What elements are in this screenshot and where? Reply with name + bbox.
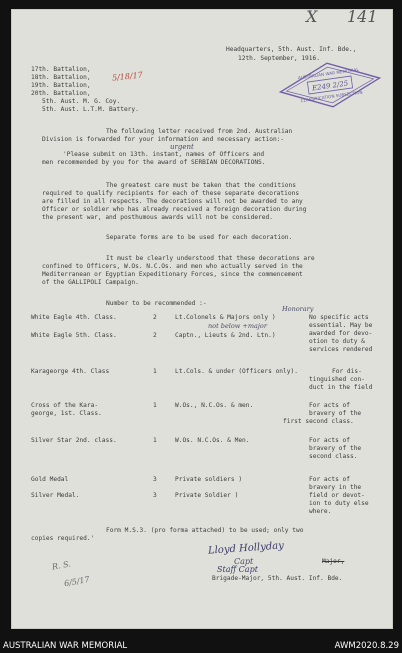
handwritten-staff-capt: Staff Capt [217, 565, 258, 574]
para1-line-1: The following letter received from 2nd. Australian [106, 128, 293, 135]
para5-line-4: of the GALLIPOLI Campaign. [42, 279, 139, 286]
award-number: 1 [153, 437, 157, 444]
award-condition-line: tinguished con- [309, 376, 365, 383]
para4: Separate forms are to be used for each decoration. [106, 234, 293, 241]
recipient-2: 18th. Battalion, [31, 74, 91, 81]
form-line-2: copies required.' [31, 535, 95, 542]
award-condition-line: second class. [309, 453, 358, 460]
hq-line-1: Headquarters, 5th. Aust. Inf. Bde., [226, 46, 357, 53]
corner-number: 141 [347, 7, 378, 26]
award-condition-line: bravery of the [309, 445, 362, 452]
recipient-1: 17th. Battalion, [31, 66, 91, 73]
signature-title: Brigade-Major, 5th. Aust. Inf. Bde. [212, 575, 343, 582]
award-condition-line: ion to duty else [309, 500, 369, 507]
handwritten-honorary: Honorary [282, 305, 314, 313]
number-heading: Number to be recommended :- [106, 300, 207, 307]
para3-line-3: are filled in all respects. The decorations will not be awarded to any [42, 198, 303, 205]
recipient-5: 5th. Aust. M. G. Coy. [42, 98, 121, 105]
award-name: Cross of the Kara- [31, 402, 99, 409]
award-ranks: Private Soldier ) [175, 492, 239, 499]
award-condition-line: awarded for devo- [309, 330, 373, 337]
award-name: White Eagle 5th. Class. [31, 332, 117, 339]
award-condition-line: field or devot- [309, 492, 365, 499]
document-page [11, 9, 393, 629]
award-condition-line: No specific acts [309, 314, 369, 321]
para2-line-1: 'Please submit on 13th. instant, names of Officers and [63, 151, 265, 158]
para5-line-1: It must be clearly understood that these decorations are [106, 255, 315, 262]
stamp-top-text: AUSTRALIAN WAR MEMORIAL [297, 66, 360, 81]
handwritten-insert-urgent: urgent [170, 143, 194, 151]
award-number: 1 [153, 368, 157, 375]
award-ranks: Captn., Lieuts & 2nd. Ltn.) [175, 332, 276, 339]
footer-institution: AUSTRALIAN WAR MEMORIAL [3, 641, 128, 651]
para1-line-2: Division is forwarded for your information and necessary action:- [42, 136, 285, 143]
footer-bar [0, 639, 402, 653]
award-condition-line: bravery of the [309, 410, 362, 417]
award-ranks: Lt.Colonels & Majors only ) [175, 314, 276, 321]
award-name-cont: george, 1st. Class. [31, 410, 102, 417]
award-condition-line: where. [309, 508, 332, 515]
para3-line-5: the present war, and posthumous awards will not be considered. [42, 214, 273, 221]
award-name: Silver Medal. [31, 492, 80, 499]
award-condition-line: otion to duty & [309, 338, 365, 345]
award-name: Karageorge 4th. Class [31, 368, 110, 375]
para5-line-2: confined to Officers, W.Os. N.C.Os. and men who actually served in the [42, 263, 303, 270]
form-line-1: Form M.S.3. (pro forma attached) to be used; only two [106, 527, 304, 534]
award-condition-line: essential. May be [309, 322, 373, 329]
para3-line-2: required to qualify recipients for each of these separate decorations [42, 190, 300, 197]
para3-line-1: The greatest care must be taken that the conditions [106, 182, 296, 189]
recipient-6: 5th. Aust. L.T.M. Battery. [42, 106, 139, 113]
award-condition-line: For acts of [309, 437, 350, 444]
red-handwritten-note: 5/18/17 [111, 70, 144, 83]
award-condition-line: bravery in the [309, 484, 362, 491]
handwritten-not-below-major: not below +major [208, 322, 267, 330]
signature-capt: Capt [234, 557, 254, 566]
award-ranks: Lt.Cols. & under (Officers only). [175, 368, 298, 375]
award-ranks: W.Os., N.C.Os. & men. [175, 402, 254, 409]
award-condition-line: For dis- [332, 368, 362, 375]
award-number: 3 [153, 476, 157, 483]
award-condition-line: For acts of [309, 402, 350, 409]
award-condition-line: first second class. [283, 418, 354, 425]
stamp-bottom-text: CLASSIFICATION SUBSECTION [300, 89, 363, 104]
award-ranks: Private soldiers ) [175, 476, 243, 483]
award-condition-line: For acts of [309, 476, 350, 483]
pencil-note: R. S. [51, 559, 72, 572]
award-condition-line: services rendered [309, 346, 373, 353]
para5-line-3: Mediterranean or Egyptian Expeditionary Forces, since the commencement [42, 271, 303, 278]
award-number: 2 [153, 332, 157, 339]
para3-line-4: Officer or soldier who has already received a foreign decoration during [42, 206, 307, 213]
award-condition-line: duct in the field [309, 384, 373, 391]
para2-line-2: men recommended by you for the award of SERBIAN DECORATIONS. [42, 159, 266, 166]
award-name: White Eagle 4th. Class. [31, 314, 117, 321]
hq-line-2: 12th. September, 1916. [238, 55, 320, 62]
award-number: 1 [153, 402, 157, 409]
award-name: Silver Star 2nd. class. [31, 437, 117, 444]
signature: Lloyd Hollyday [207, 540, 285, 557]
recipient-4: 20th. Battalion, [31, 90, 91, 97]
award-number: 2 [153, 314, 157, 321]
award-ranks: W.Os. N.C.Os. & Men. [175, 437, 250, 444]
corner-mark: X [306, 7, 318, 26]
award-name: Gold Medal [31, 476, 69, 483]
footer-accession-number: AWM2020.8.29 [334, 641, 399, 651]
pencil-date: 6/5/17 [63, 574, 91, 589]
stamp-middle-text: E249 2/25 [311, 79, 349, 93]
signature-major: Major, [322, 558, 345, 565]
recipient-3: 19th. Battalion, [31, 82, 91, 89]
award-number: 3 [153, 492, 157, 499]
